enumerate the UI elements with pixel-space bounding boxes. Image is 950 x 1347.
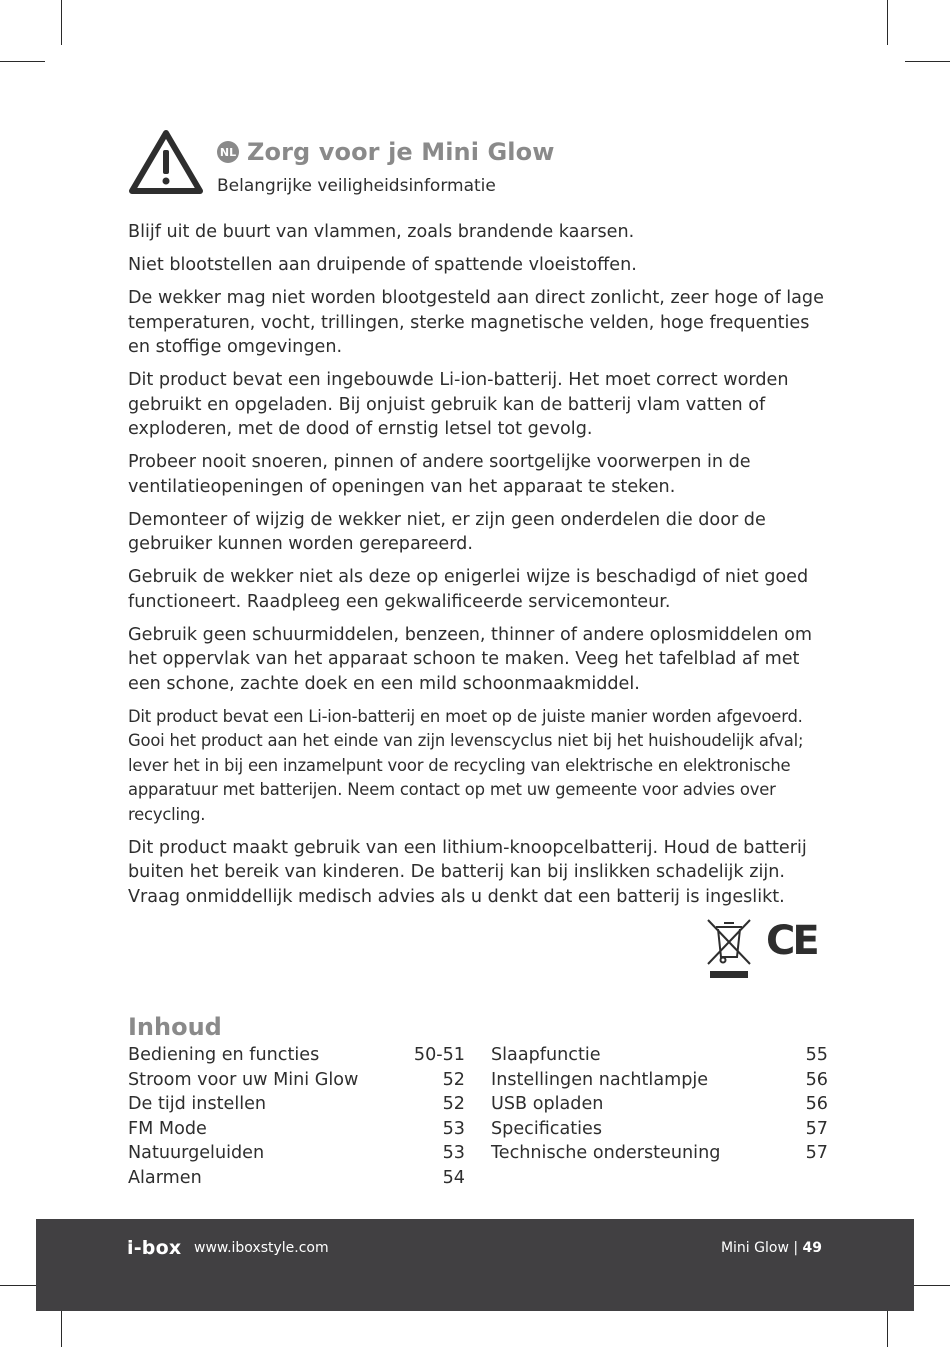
compliance-symbols [704,917,828,981]
page-label [721,1240,822,1256]
warning-triangle-icon [128,128,204,196]
safety-paragraph: Gebruik geen schuurmiddelen, benzeen, thinner of andere oplosmiddelen om het oppervlak van het apparaat schoon te maken. Veeg het tafelblad af met een schone, zachte doek en een mild schoonmaakmiddel. [128,624,812,694]
toc-entry-label: Specificaties [491,1118,603,1139]
toc-entry[interactable] [128,1092,465,1117]
toc-entry-label: Slaapfunctie [491,1045,601,1065]
language-badge: NL [217,141,239,163]
toc-entry-label: Instellingen nachtlampje [491,1069,709,1090]
toc-entry[interactable] [128,1166,465,1191]
crop-mark [887,0,888,45]
page-number: 49 [802,1240,822,1256]
toc-entry[interactable] [491,1117,828,1142]
toc-entry-page: 54 [442,1167,465,1188]
toc-entry-label: Stroom voor uw Mini Glow [128,1069,359,1090]
toc-entry[interactable] [128,1068,465,1093]
safety-paragraph: Probeer nooit snoeren, pinnen of andere soortgelijke voorwerpen in de ventilatieopeningen of openingen van het apparaat te steken. [128,452,751,497]
safety-instructions [128,220,828,918]
toc-title: Inhoud [128,1013,222,1041]
toc-entry-page: 53 [442,1118,465,1139]
toc-entry[interactable] [128,1117,465,1142]
toc-left-column [128,1043,465,1190]
toc-entry-page: 52 [442,1069,465,1090]
toc-entry-page: 57 [805,1118,828,1139]
safety-paragraph: Dit product maakt gebruik van een lithium-knoopcelbatterij. Houd de batterij buiten het bereik van kinderen. De batterij kan bij inslikken schadelijk zijn. Vraag onmiddellijk medisch advies als u denkt dat een batterij is ingeslikt. [128,837,807,907]
toc-entry-label: FM Mode [128,1118,207,1139]
toc-entry[interactable] [128,1043,465,1068]
safety-header [128,128,828,198]
toc-right-column [491,1043,828,1190]
toc-entry-label: Technische ondersteuning [491,1143,721,1163]
toc-entry-label: Alarmen [128,1167,202,1188]
table-of-contents [128,1013,828,1190]
product-name: Mini Glow | [720,1240,799,1256]
safety-paragraph: Blijf uit de buurt van vlammen, zoals brandende kaarsen. [128,222,635,242]
safety-paragraph: Dit product bevat een Li-ion-batterij en moet op de juiste manier worden afgevoerd. Gooi het product aan het einde van zijn levenscyclus niet bij het huishoudelijk afval; lever het in bij een inzamelpunt voor de recycling van elektrische en elektronische apparatuur met batterijen. Neem contact op met uw gemeente voor advies over recycling. [128,706,804,824]
safety-paragraph: Gebruik de wekker niet als deze op enigerlei wijze is beschadigd of niet goed functioneert. Raadpleeg een gekwalificeerde servicemonteur. [128,567,809,612]
title-row [217,138,555,166]
safety-paragraph: De wekker mag niet worden blootgesteld aan direct zonlicht, zeer hoge of lage temperaturen, vocht, trillingen, sterke magnetische velden, hoge frequenties en stoffige omgevingen. [128,288,824,357]
toc-entry-page: 50-51 [413,1045,465,1065]
safety-paragraph: Niet blootstellen aan druipende of spattende vloeistoffen. [128,255,637,275]
page-title: Zorg voor je Mini Glow [247,138,555,166]
toc-entry-page: 56 [805,1069,828,1090]
crop-mark [905,61,950,62]
crop-mark [0,61,45,62]
ce-mark: CE [766,918,817,964]
toc-entry[interactable] [491,1141,828,1166]
toc-entry-label: De tijd instellen [128,1094,267,1114]
toc-entry-page: 57 [805,1143,828,1163]
toc-entry-page: 52 [442,1094,465,1114]
toc-entry[interactable] [491,1092,828,1117]
page-subtitle: Belangrijke veiligheidsinformatie [217,176,496,196]
toc-entry[interactable] [128,1141,465,1166]
toc-entry-label: Natuurgeluiden [128,1143,265,1163]
toc-entry[interactable] [491,1068,828,1093]
page-footer [36,1219,914,1311]
toc-entry-page: 56 [805,1094,828,1114]
toc-entry-page: 53 [442,1143,465,1163]
safety-paragraph: Dit product bevat een ingebouwde Li-ion-batterij. Het moet correct worden gebruikt en opgeladen. Bij onjuist gebruik kan de batterij vlam vatten of exploderen, met de dood of ernstig letsel tot gevolg. [128,370,789,439]
brand-logo: i-box [127,1237,182,1259]
toc-entry-page: 55 [805,1045,828,1065]
toc-entry[interactable] [491,1043,828,1068]
toc-entry-label: Bediening en functies [128,1045,320,1065]
safety-paragraph: Demonteer of wijzig de wekker niet, er zijn geen onderdelen die door de gebruiker kunnen worden gerepareerd. [128,509,766,554]
toc-entry-label: USB opladen [491,1094,604,1114]
website-link[interactable]: www.iboxstyle.com [194,1240,329,1256]
crop-mark [61,0,62,45]
